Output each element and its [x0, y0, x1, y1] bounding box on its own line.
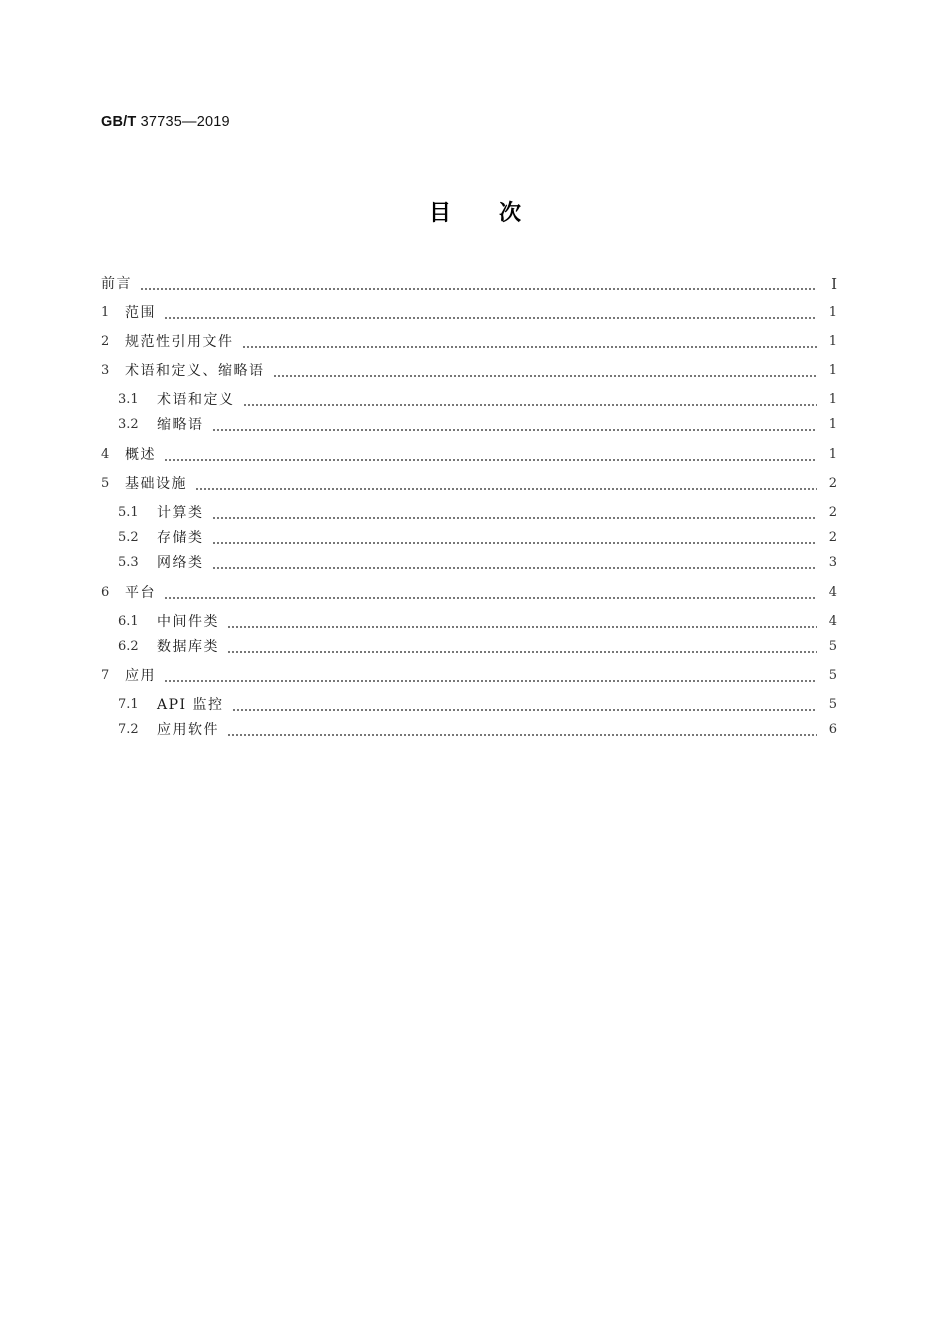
toc-entry[interactable]	[101, 359, 837, 383]
standard-prefix: GB/T	[101, 114, 137, 130]
toc-entry-number: 3.2	[118, 417, 139, 432]
dot-leader	[164, 317, 817, 319]
toc-entry-page-number: 4	[828, 585, 837, 600]
toc-entry-page-number: 1	[828, 363, 837, 378]
toc-entry[interactable]	[101, 443, 837, 467]
dot-leader	[232, 709, 817, 711]
toc-entry-label: 存储类	[157, 530, 204, 546]
toc-entry-number: 6	[101, 585, 110, 600]
toc-entry[interactable]	[101, 718, 837, 742]
toc-entry[interactable]	[101, 330, 837, 354]
toc-entry-number: 3	[101, 363, 110, 378]
toc-entry-number: 6.1	[118, 614, 139, 629]
toc-entry-page-number: 6	[828, 722, 837, 737]
toc-entry-label: 数据库类	[157, 639, 219, 655]
toc-entry-label: 术语和定义	[157, 392, 235, 408]
toc-entry-page-number: 4	[828, 614, 837, 629]
dot-leader	[227, 651, 817, 653]
toc-entry-number: 1	[101, 305, 110, 320]
toc-entry-label: 基础设施	[125, 476, 187, 492]
toc-entry-label: API 监控	[157, 697, 224, 713]
toc-entry-page-number: 5	[828, 668, 837, 683]
toc-entry-page-number: 2	[828, 505, 837, 520]
toc-entry-number: 5.2	[118, 530, 139, 545]
toc-entry[interactable]	[101, 501, 837, 525]
toc-entry-page-number: 5	[828, 697, 837, 712]
toc-entry-number: 3.1	[118, 392, 139, 407]
toc-entry-label: 网络类	[157, 555, 204, 571]
toc-entry-label: 概述	[125, 447, 156, 463]
toc-entry-label: 前言	[101, 276, 132, 292]
toc-entry[interactable]	[101, 635, 837, 659]
toc-entry-label: 平台	[125, 585, 156, 601]
dot-leader	[212, 429, 818, 431]
dot-leader	[242, 346, 818, 348]
dot-leader	[140, 288, 817, 290]
toc-entry-number: 2	[101, 334, 110, 349]
toc-entry-page-number: I	[831, 275, 837, 293]
toc-entry-number: 7	[101, 668, 110, 683]
toc-entry-number: 5	[101, 476, 110, 491]
toc-entry-page-number: 3	[828, 555, 837, 570]
toc-entry-number: 7.1	[118, 697, 139, 712]
dot-leader	[164, 680, 817, 682]
dot-leader	[243, 404, 818, 406]
toc-entry-number: 7.2	[118, 722, 139, 737]
toc-entry[interactable]	[101, 664, 837, 688]
dot-leader	[227, 626, 817, 628]
toc-entry[interactable]	[101, 301, 837, 325]
toc-entry-label: 范围	[125, 305, 156, 321]
toc-entry-page-number: 5	[828, 639, 837, 654]
toc-entry-page-number: 1	[828, 305, 837, 320]
standard-number: 37735—2019	[140, 114, 230, 130]
toc-entry-label: 中间件类	[157, 614, 219, 630]
standard-code	[101, 114, 230, 130]
toc-entry-label: 缩略语	[157, 417, 204, 433]
dot-leader	[273, 375, 818, 377]
toc-entry[interactable]	[101, 272, 837, 296]
toc-entry-number: 5.3	[118, 555, 139, 570]
toc-entry[interactable]	[101, 413, 837, 437]
toc-entry-page-number: 1	[828, 417, 837, 432]
dot-leader	[227, 734, 817, 736]
toc-entry-page-number: 2	[828, 530, 837, 545]
toc-entry-label: 计算类	[157, 505, 204, 521]
toc-entry-label: 应用软件	[157, 722, 219, 738]
toc-entry[interactable]	[101, 472, 837, 496]
toc-entry-page-number: 2	[828, 476, 837, 491]
toc-entry-label: 规范性引用文件	[125, 334, 234, 350]
dot-leader	[164, 597, 817, 599]
toc-entry-number: 5.1	[118, 505, 139, 520]
toc-entry-page-number: 1	[828, 392, 837, 407]
toc-entry[interactable]	[101, 693, 837, 717]
toc-entry-number: 4	[101, 447, 110, 462]
dot-leader	[195, 488, 817, 490]
toc-entry[interactable]	[101, 388, 837, 412]
dot-leader	[212, 542, 818, 544]
toc-entry-page-number: 1	[828, 447, 837, 462]
toc-entry[interactable]	[101, 526, 837, 550]
toc-entry[interactable]	[101, 551, 837, 575]
toc-entry-label: 术语和定义、缩略语	[125, 363, 265, 379]
toc-entry[interactable]	[101, 610, 837, 634]
toc-entry-label: 应用	[125, 668, 156, 684]
toc-entry-number: 6.2	[118, 639, 139, 654]
toc-entry[interactable]	[101, 581, 837, 605]
page-title: 目次	[428, 201, 569, 226]
toc-entry-page-number: 1	[828, 334, 837, 349]
dot-leader	[164, 459, 817, 461]
dot-leader	[212, 567, 818, 569]
dot-leader	[212, 517, 818, 519]
